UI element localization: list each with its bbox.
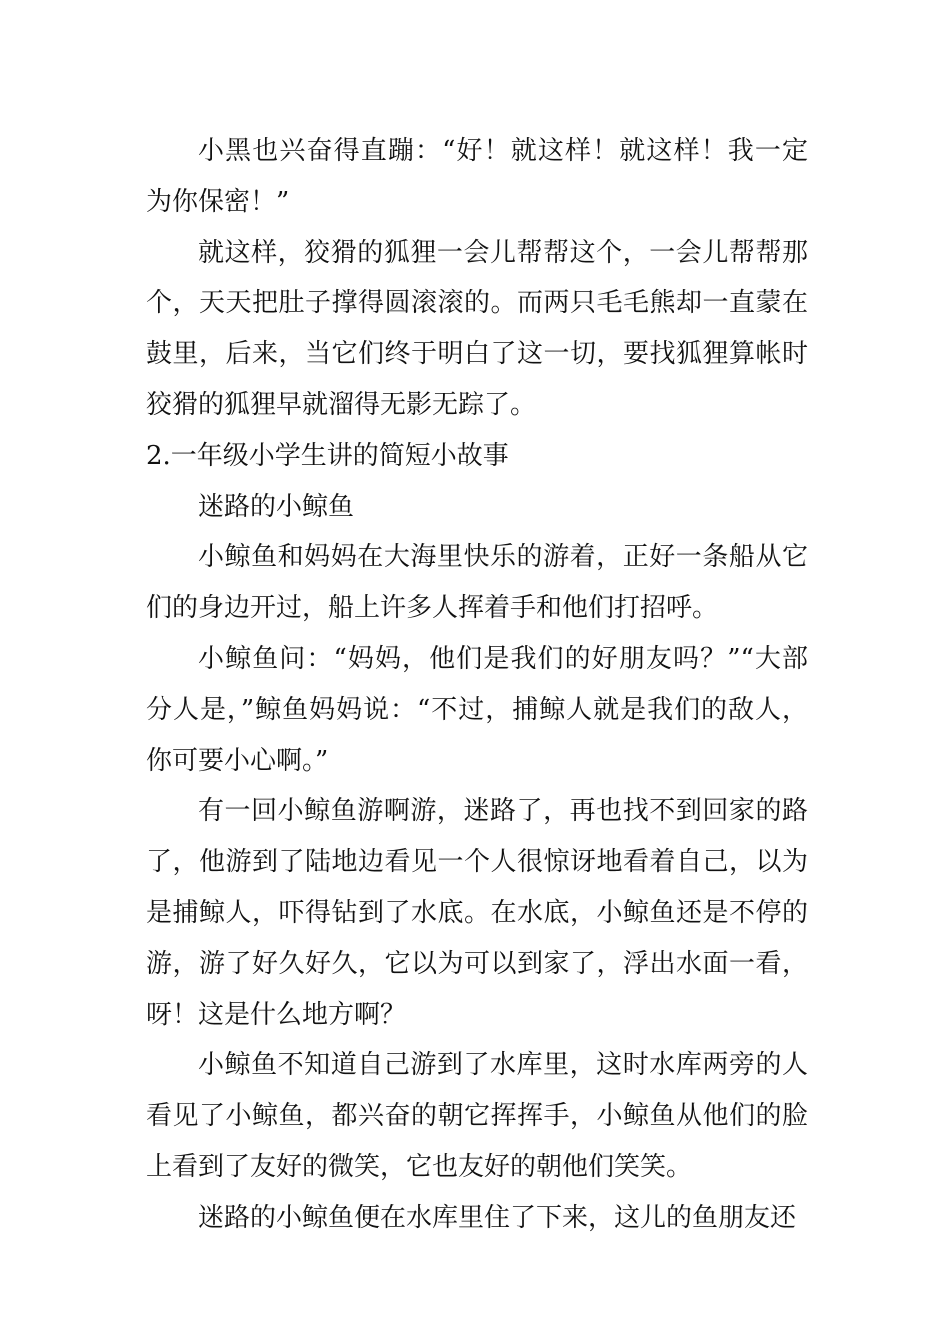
- paragraph: 小鲸鱼不知道自己游到了水库里，这时水库两旁的人看见了小鲸鱼，都兴奋的朝它挥挥手，小鲸鱼从他们的脸上看到了友好的微笑，它也友好的朝他们笑笑。: [146, 1050, 808, 1182]
- paragraph: 迷路的小鲸鱼便在水库里住了下来，这儿的鱼朋友还: [198, 1202, 797, 1233]
- section-heading: 2.一年级小学生讲的简短小故事: [146, 440, 509, 471]
- paragraph: 就这样，狡猾的狐狸一会儿帮帮这个，一会儿帮帮那个，天天把肚子撑得圆滚滚的。而两只毛毛熊却一直蒙在鼓里，后来，当它们终于明白了这一切，要找狐狸算帐时狡猾的狐狸早就溜得无影无踪了。: [146, 237, 808, 420]
- paragraph: 小黑也兴奋得直蹦：“好！就这样！就这样！我一定为你保密！”: [146, 136, 808, 217]
- story-title: 迷路的小鲸鱼: [198, 491, 355, 522]
- paragraph: 小鲸鱼问：“妈妈，他们是我们的好朋友吗？”“大部分人是，”鲸鱼妈妈说：“不过，捕鲸人就是我们的敌人，你可要小心啊。”: [146, 643, 808, 776]
- paragraph: 小鲸鱼和妈妈在大海里快乐的游着，正好一条船从它们的身边开过，船上许多人挥着手和他们打招呼。: [146, 542, 808, 624]
- paragraph: 有一回小鲸鱼游啊游，迷路了，再也找不到回家的路了，他游到了陆地边看见一个人很惊讶地看着自己，以为是捕鲸人，吓得钻到了水底。在水底，小鲸鱼还是不停的游，游了好久好久，它以为可以到家了，浮出水面一看，呀！这是什么地方啊？: [146, 796, 808, 1030]
- document-body: [146, 126, 808, 1244]
